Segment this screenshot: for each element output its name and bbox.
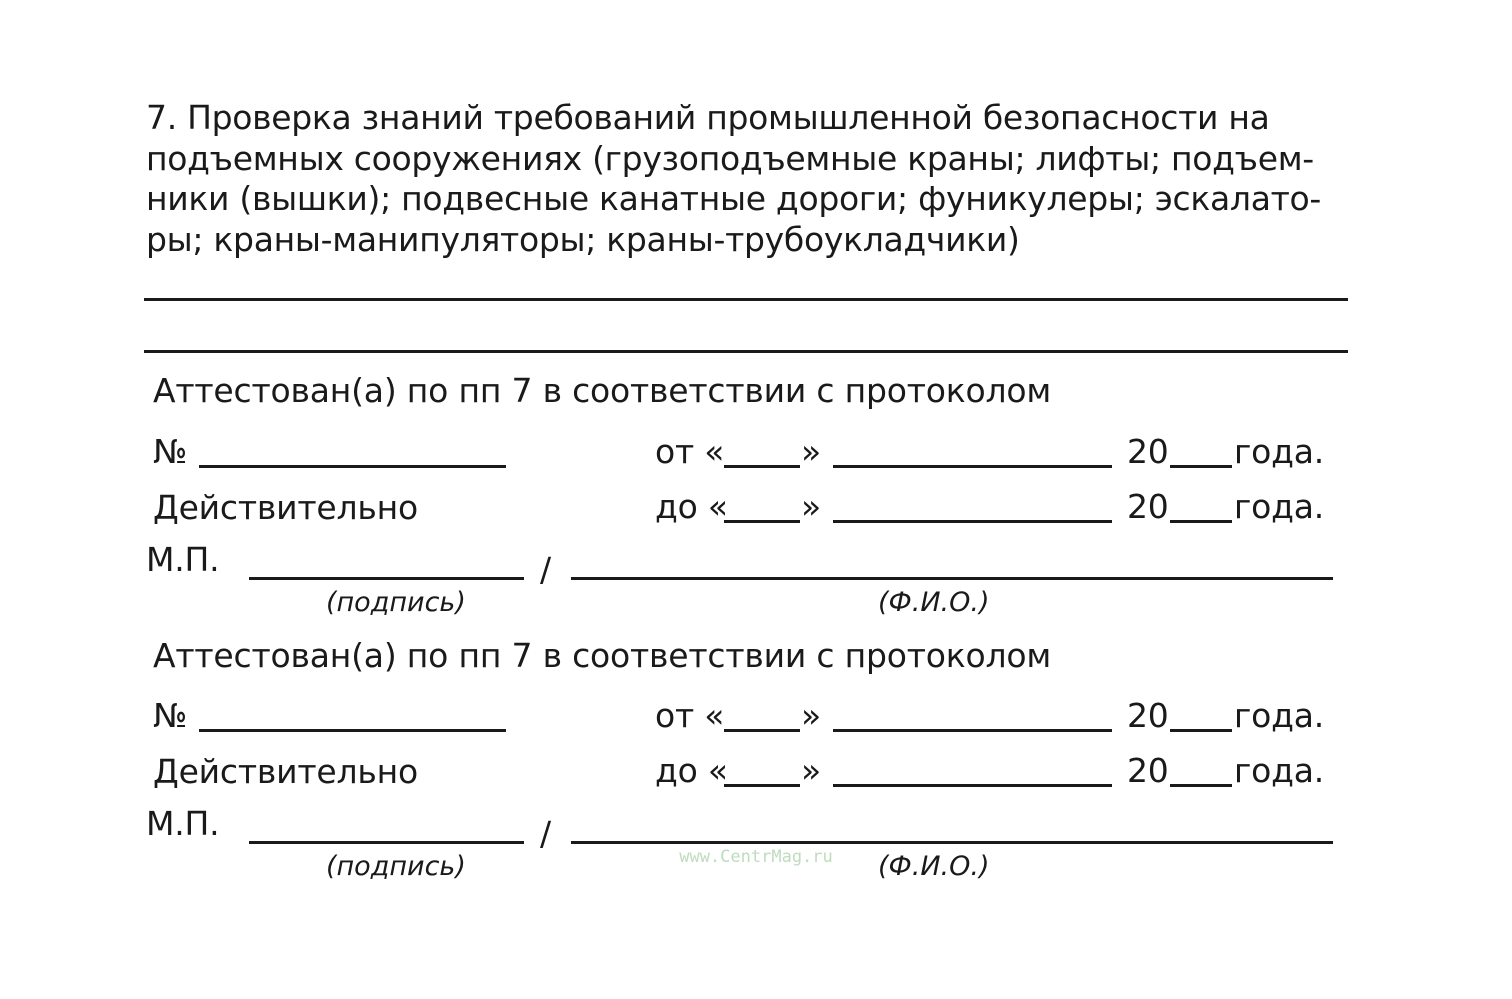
heading-line: ники (вышки); подвесные канатные дороги; фуникулеры; эскалато- bbox=[146, 179, 1322, 218]
from-day-field[interactable] bbox=[724, 465, 800, 468]
until-month-field[interactable] bbox=[833, 784, 1112, 787]
from-month-field[interactable] bbox=[833, 729, 1112, 732]
valid-label: Действительно bbox=[153, 488, 419, 527]
blank-line-2[interactable] bbox=[144, 350, 1348, 353]
full-name-field[interactable] bbox=[571, 577, 1333, 580]
quote-close: » bbox=[801, 696, 821, 735]
from-year-field[interactable] bbox=[1170, 729, 1232, 732]
signature-caption: (подпись) bbox=[326, 587, 466, 618]
stamp-label: М.П. bbox=[146, 540, 220, 579]
until-label: до « bbox=[655, 487, 728, 526]
until-day-field[interactable] bbox=[724, 784, 800, 787]
until-label: до « bbox=[655, 751, 728, 790]
slash-separator: / bbox=[540, 814, 551, 853]
heading-line: ры; краны-манипуляторы; краны-трубоукладчики) bbox=[146, 219, 1020, 259]
section-heading bbox=[146, 98, 1321, 260]
watermark: www.CentrMag.ru bbox=[656, 844, 856, 870]
quote-close: » bbox=[801, 751, 821, 790]
heading-line: подъемных сооружениях (грузоподъемные краны; лифты; подъем- bbox=[146, 138, 1314, 178]
signature-field[interactable] bbox=[249, 577, 524, 580]
slash-separator: / bbox=[540, 550, 551, 589]
attested-text: Аттестован(а) по пп 7 в соответствии с протоколом bbox=[153, 371, 1052, 410]
year-suffix: года. bbox=[1234, 751, 1325, 790]
until-month-field[interactable] bbox=[833, 520, 1112, 523]
year-prefix: 20 bbox=[1127, 432, 1169, 471]
protocol-number-field[interactable] bbox=[199, 465, 506, 468]
year-suffix: года. bbox=[1234, 432, 1325, 471]
signature-caption: (подпись) bbox=[326, 851, 466, 882]
until-year-field[interactable] bbox=[1170, 520, 1232, 523]
stamp-label: М.П. bbox=[146, 804, 220, 843]
from-year-field[interactable] bbox=[1170, 465, 1232, 468]
year-prefix: 20 bbox=[1127, 751, 1169, 790]
from-month-field[interactable] bbox=[833, 465, 1112, 468]
quote-close: » bbox=[801, 487, 821, 526]
blank-line-1[interactable] bbox=[144, 298, 1348, 301]
valid-label: Действительно bbox=[153, 752, 419, 791]
until-year-field[interactable] bbox=[1170, 784, 1232, 787]
quote-close: » bbox=[801, 432, 821, 471]
attested-text: Аттестован(а) по пп 7 в соответствии с протоколом bbox=[153, 636, 1052, 675]
year-suffix: года. bbox=[1234, 487, 1325, 526]
year-prefix: 20 bbox=[1127, 696, 1169, 735]
name-caption: (Ф.И.О.) bbox=[878, 851, 990, 882]
number-label: № bbox=[153, 432, 188, 471]
name-caption: (Ф.И.О.) bbox=[878, 587, 990, 618]
from-label: от « bbox=[655, 432, 725, 471]
year-prefix: 20 bbox=[1127, 487, 1169, 526]
year-suffix: года. bbox=[1234, 696, 1325, 735]
heading-line: 7. Проверка знаний требований промышленной безопасности на bbox=[146, 98, 1270, 137]
from-day-field[interactable] bbox=[724, 729, 800, 732]
until-day-field[interactable] bbox=[724, 520, 800, 523]
protocol-number-field[interactable] bbox=[199, 729, 506, 732]
signature-field[interactable] bbox=[249, 841, 524, 844]
number-label: № bbox=[153, 696, 188, 735]
from-label: от « bbox=[655, 696, 725, 735]
